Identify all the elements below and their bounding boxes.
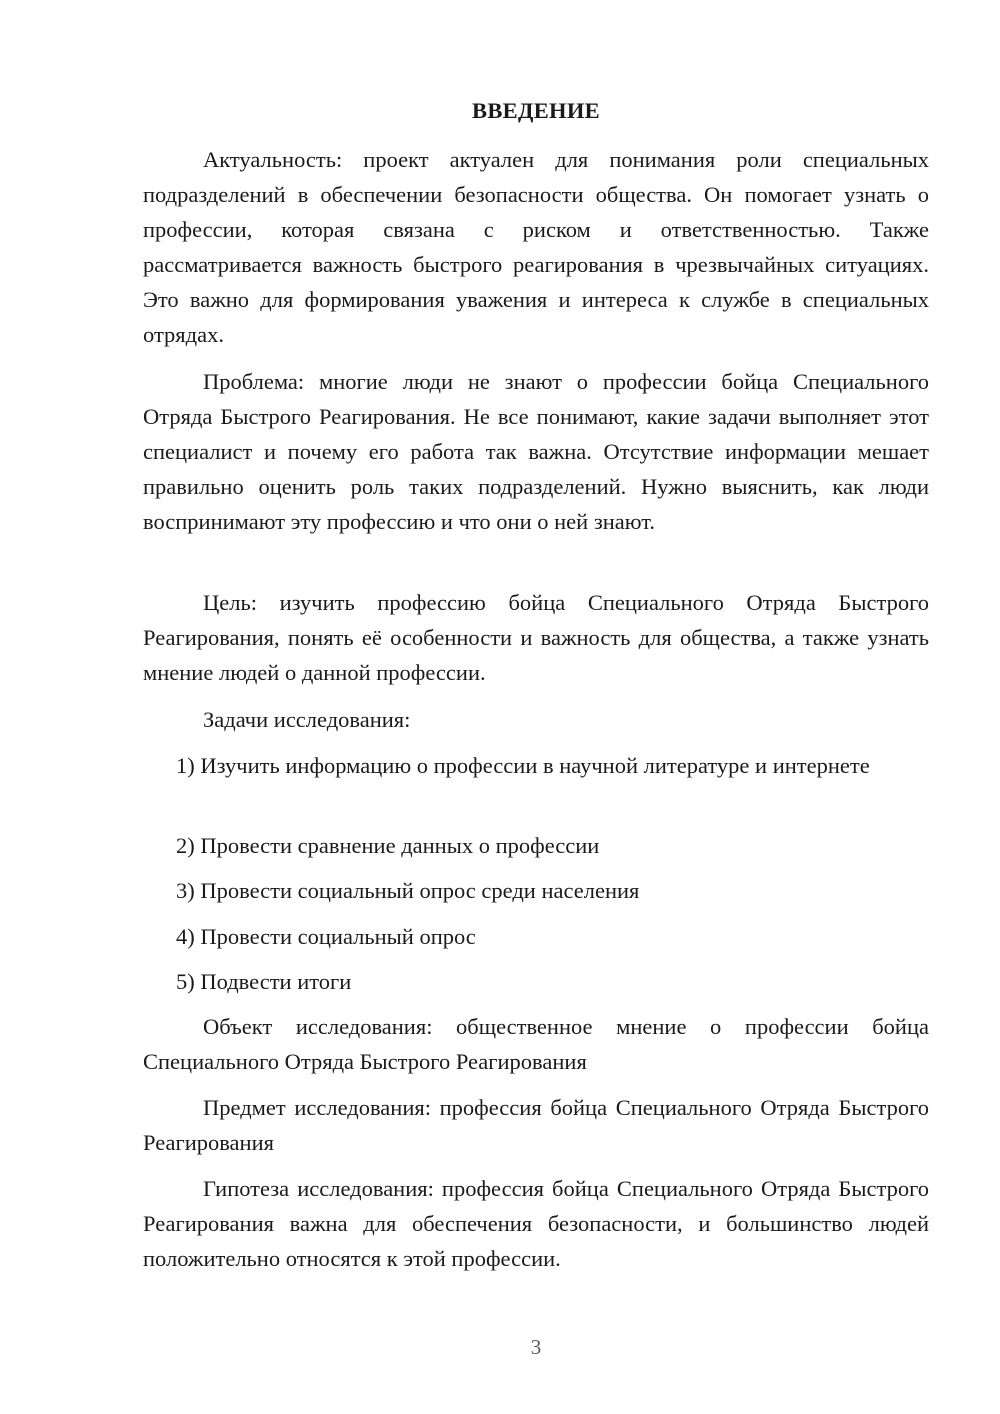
goal-paragraph: Цель: изучить профессию бойца Специального Отряда Быстрого Реагирования, понять её особенности и важность для общества, а также узнать мнение людей о данной профессии. (143, 590, 929, 685)
tasks-title: Задачи исследования: (203, 707, 411, 732)
object-paragraph: Объект исследования: общественное мнение о профессии бойца Специального Отряда Быстрого Реагирования (143, 1014, 929, 1074)
task-item-1: 1) Изучить информацию о профессии в научной литературе и интернете (176, 753, 870, 778)
subject-paragraph: Предмет исследования: профессия бойца Специального Отряда Быстрого Реагирования (143, 1095, 929, 1155)
task-item-4: 4) Провести социальный опрос (176, 924, 476, 949)
relevance-paragraph: Актуальность: проект актуален для понимания роли специальных подразделений в обеспечении безопасности общества. Он помогает узнать о профессии, которая связана с риском и ответственностью. Также рассматривается важность быстрого реагирования в чрезвычайных ситуациях. Это важно для формирования уважения и интереса к службе в специальных отрядах. (143, 147, 929, 347)
task-item-5: 5) Подвести итоги (176, 969, 352, 994)
task-item-3: 3) Провести социальный опрос среди населения (176, 878, 640, 903)
task-item-2: 2) Провести сравнение данных о профессии (176, 833, 600, 858)
hypothesis-paragraph: Гипотеза исследования: профессия бойца Специального Отряда Быстрого Реагирования важна для обеспечения безопасности, и большинство людей положительно относятся к этой профессии. (143, 1176, 929, 1271)
section-heading: ВВЕДЕНИЕ (472, 98, 600, 123)
problem-paragraph: Проблема: многие люди не знают о профессии бойца Специального Отряда Быстрого Реагирования. Не все понимают, какие задачи выполняет этот специалист и почему его работа так важна. Отсутствие информации мешает правильно оценить роль таких подразделений. Нужно выяснить, как люди воспринимают эту профессию и что они о ней знают. (143, 369, 929, 534)
page-number: 3 (530, 1335, 542, 1359)
